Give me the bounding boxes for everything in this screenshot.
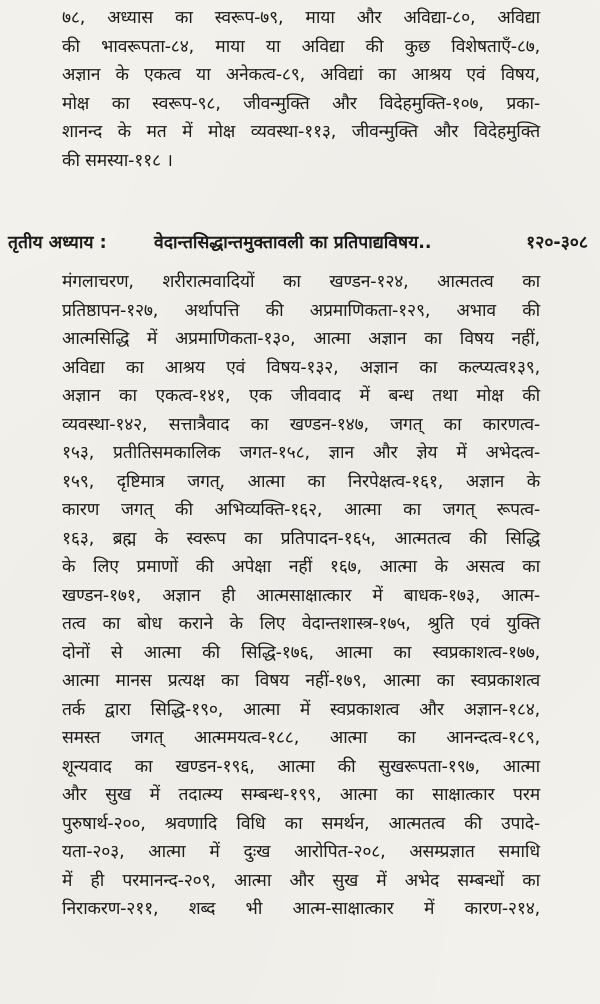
toc-line: की समस्या-११८ । [62, 150, 173, 171]
toc-line: आत्मसिद्धि में अप्रमाणिकता-१३०, आत्मा अज्ञान का विषय नहीं, [62, 329, 540, 349]
chapter-page-range: १२०-३०८ [526, 233, 588, 253]
toc-line: ७८, अध्यास का स्वरूप-७९, माया और अविद्या-८०, अविद्या [62, 8, 540, 28]
toc-line: व्यवस्था-१४२, सत्तात्रैवाद का खण्डन-१४७, जगत् का कारणत्व- [62, 414, 540, 435]
toc-line: अविद्या का आश्रय एवं विषय-१३२, अज्ञान का कल्प्यत्व१३९, [62, 357, 540, 378]
toc-line: दोनों से आत्मा की सिद्धि-१७६, आत्मा का स्वप्रकाशत्व-१७७, [62, 642, 540, 663]
toc-line: आत्मा मानस प्रत्यक्ष का विषय नहीं-१७९, आत्मा का स्वप्रकाशत्व [62, 671, 540, 691]
toc-line: मोक्ष का स्वरूप-९८, जीवन्मुक्ति और विदेहमुक्ति-१०७, प्रका- [62, 93, 540, 114]
chapter-label: तृतीय अध्याय : [8, 233, 107, 253]
toc-line: पुरुषार्थ-२००, श्रवणादि विधि का समर्थन, आत्मतत्व की उपादे- [62, 813, 540, 834]
toc-line: शानन्द के मत में मोक्ष व्यवस्था-११३, जीवन्मुक्ति और विदेहमुक्ति [62, 122, 540, 142]
toc-line: में ही परमानन्द-२०९, आत्मा और सुख में अभेद सम्बन्धों का [62, 870, 540, 891]
toc-line: कारण जगत् की अभिव्यक्ति-१६२, आत्मा का जगत् रूपत्व- [62, 500, 540, 520]
previous-chapter-continuation [62, 4, 540, 175]
toc-line: और सुख में तदात्म्य सम्बन्ध-१९९, आत्मा का साक्षात्कार परम [62, 785, 540, 805]
toc-line: खण्डन-१७१, अज्ञान ही आत्मसाक्षात्कार में बाधक-१७३, आत्म- [62, 585, 540, 606]
toc-line: अज्ञान का एकत्व-१४१, एक जीववाद में बन्ध तथा मोक्ष की [62, 386, 540, 406]
toc-line: निराकरण-२११, शब्द भी आत्म-साक्षात्कार में कारण-२१४, [62, 899, 540, 919]
toc-line: यता-२०३, आत्मा में दुःख आरोपित-२०८, असम्प्रज्ञात समाधि [62, 842, 540, 862]
toc-line: मंगलाचरण, शरीरात्मवादियों का खण्डन-१२४, आत्मतत्व का [62, 272, 540, 292]
toc-line: के लिए प्रमाणों की अपेक्षा नहीं १६७, आत्मा के असत्व का [62, 557, 540, 577]
toc-line: समस्त जगत् आत्ममयत्व-१८८, आत्मा का आनन्दत्व-१८९, [62, 728, 540, 748]
toc-line: तत्व का बोध कराने के लिए वेदान्तशास्त्र-१७५, श्रुति एवं युक्ति [62, 614, 540, 634]
toc-line: १६३, ब्रह्म के स्वरूप का प्रतिपादन-१६५, आत्मतत्व की सिद्धि [62, 528, 540, 549]
toc-line: प्रतिष्ठापन-१२७, अर्थापत्ति की अप्रमाणिकता-१२९, अभाव की [62, 300, 540, 321]
toc-line: शून्यवाद का खण्डन-१९६, आत्मा की सुखरूपता-१९७, आत्मा [62, 756, 540, 777]
toc-line: १५३, प्रतीतिसमकालिक जगत-१५८, ज्ञान और ज्ञेय में अभेदत्व- [62, 443, 540, 463]
chapter-heading [8, 228, 594, 258]
chapter-contents [62, 268, 540, 924]
toc-line: की भावरूपता-८४, माया या अविद्या की कुछ विशेषताएँ-८७, [62, 36, 540, 57]
toc-line: तर्क द्वारा सिद्धि-१९०, आत्मा में स्वप्रकाशत्व और अज्ञान-१८४, [62, 699, 540, 720]
toc-line: अज्ञान के एकत्व या अनेकत्व-८९, अविद्यां का आश्रय एवं विषय, [62, 65, 540, 85]
toc-line: १५९, दृष्टिमात्र जगत्, आत्मा का निरपेक्षत्व-१६१, अज्ञान के [62, 471, 540, 492]
chapter-title: वेदान्तसिद्धान्तमुक्तावली का प्रतिपाद्यविषय.. [154, 233, 432, 253]
